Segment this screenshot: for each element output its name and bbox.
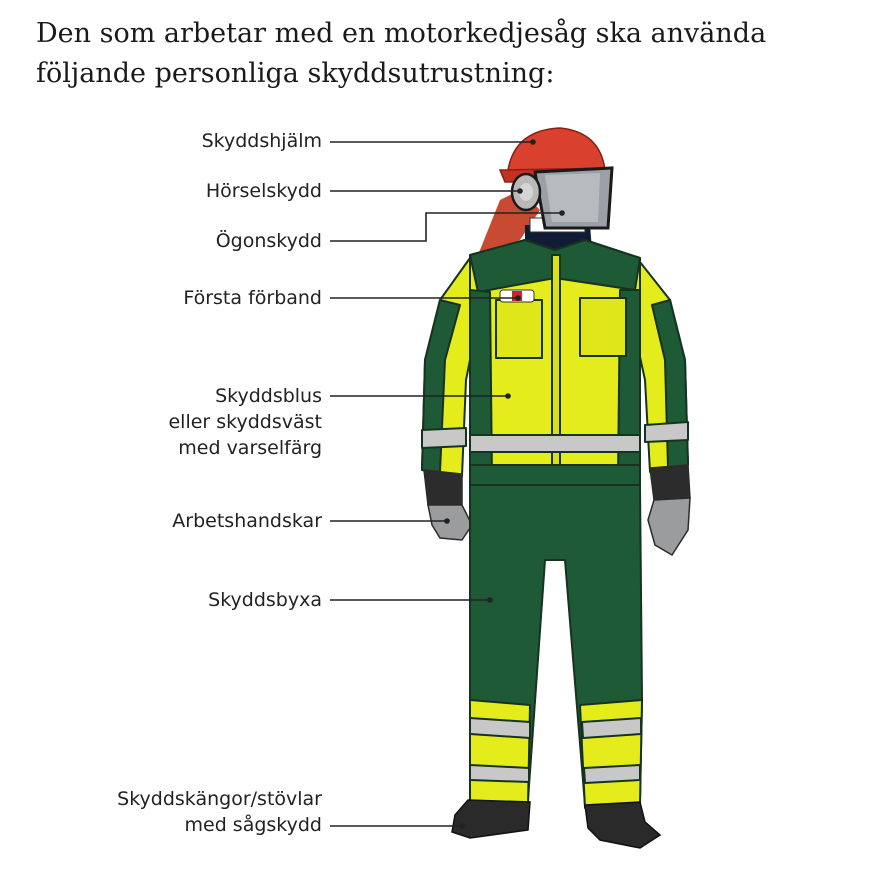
boots	[452, 800, 660, 848]
trousers	[470, 485, 642, 808]
heading-line-1: Den som arbetar med en motorkedjesåg ska använda	[36, 18, 767, 49]
label-protective-trousers: Skyddsbyxa	[208, 589, 322, 611]
label-hearing-protection: Hörselskydd	[205, 180, 322, 202]
jacket	[422, 240, 688, 485]
label-helmet: Skyddshjälm	[201, 130, 322, 152]
visor	[535, 168, 612, 228]
label-eye-protection: Ögonskydd	[215, 230, 322, 252]
label-work-gloves: Arbetshandskar	[172, 510, 322, 532]
label-first-aid: Första förband	[183, 287, 322, 309]
heading-line-2: följande personliga skyddsutrustning:	[36, 58, 555, 89]
label-protective-blouse: Skyddsblus eller skyddsväst med varselfärg	[168, 385, 322, 459]
label-protective-boots: Skyddskängor/stövlar med sågskydd	[117, 788, 322, 836]
ear-muff	[512, 174, 540, 210]
